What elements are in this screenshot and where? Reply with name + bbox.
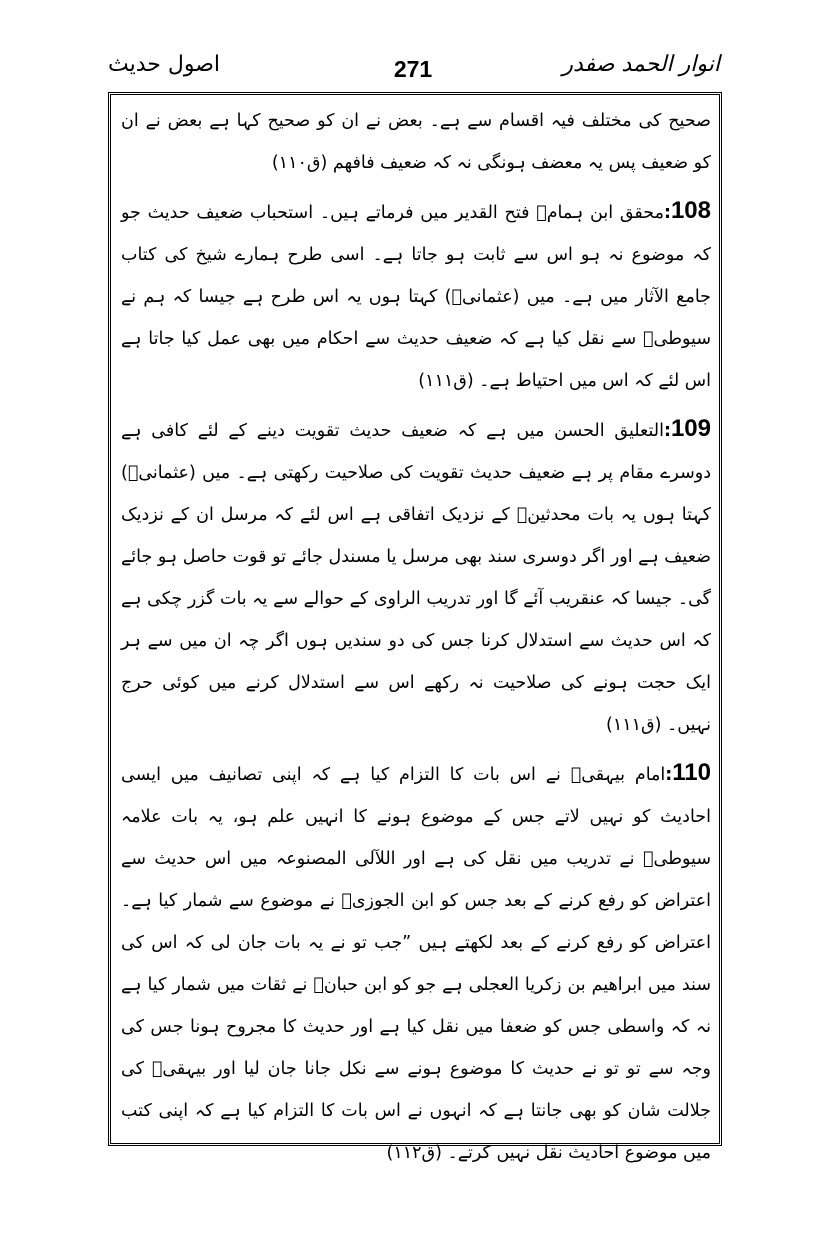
paragraph-continued <box>121 100 711 184</box>
paragraph-text: محقق ابن ہمامؒ فتح القدیر میں فرماتے ہیں۔ استحباب ضعیف حدیث جو کہ موضوع نہ ہو اس سے ثابت ہو جاتا ہے۔ اسی طرح ہمارے شیخ کی کتاب جامع الآثار میں ہے۔ میں (عثمانیؒ) کہتا ہوں یہ اس طرح ہے جیسا کہ ہم نے سیوطیؒ سے نقل کیا ہے کہ ضعیف حدیث سے احکام میں بھی عمل کیا جاتا ہے اس لئے کہ اس میں احتیاط ہے۔ (ق۱۱۱) <box>121 203 711 391</box>
paragraph-text: صحیح کی مختلف فیہ اقسام سے ہے۔ بعض نے ان کو صحیح کہا ہے بعض نے ان کو ضعیف پس یہ معضف ہونگی نہ کہ ضعیف فافهم (ق۱۱۰) <box>121 111 711 173</box>
paragraph-text: التعلیق الحسن میں ہے کہ ضعیف حدیث تقویت دینے کے لئے کافی ہے دوسرے مقام پر ہے ضعیف حدیث تقویت کی صلاحیت رکھتی ہے۔ میں (عثمانیؒ) کہتا ہوں یہ بات محدثینؒ کے نزدیک اتفاقی ہے اس لئے کہ مرسل ان کے نزدیک ضعیف ہے اور اگر دوسری سند بھی مرسل یا مسندل جائے تو قوت حاصل ہو جائے گی۔ جیسا کہ عنقریب آئے گا اور تدریب الراوی کے حوالے سے یہ بات گزر چکی ہے کہ اس حدیث سے استدلال کرنا جس کی دو سندیں ہوں اگر چہ ان میں سے ہر ایک حجت ہونے کی صلاحیت نہ رکھے اس سے استدلال کرنے میں کوئی حرج نہیں۔ (ق۱۱۱) <box>121 421 711 735</box>
page-header <box>108 52 720 92</box>
page-body <box>121 100 711 1174</box>
paragraph-110: 110:امام بیہقیؒ نے اس بات کا التزام کیا ہے کہ اپنی تصانیف میں ایسی احادیث کو نہیں لاتے جس کے موضوع ہونے کا انہیں علم ہو، یہ بات علامہ سیوطیؒ نے تدریب میں نقل کی ہے اور اللآلی المصنوعہ میں اس حدیث سے اعتراض کو رفع کرنے کے بعد جس کو ابن الجوزیؒ نے موضوع سے شمار کیا ہے۔ اعتراض کو رفع کرنے کے بعد لکھتے ہیں ”جب تو نے یہ بات جان لی کہ اس کی سند میں ابراهیم بن زکریا العجلی ہے جو کو ابن حبانؒ نے ثقات میں شمار کیا ہے نہ کہ واسطی جس کو ضعفا میں نقل کیا ہے اور حدیث کا مجروح ہونا جس کی وجہ سے تو تو نے حدیث کا موضوع ہونے سے نکل جانا جان لیا اور بیہقیؒ کی جلالت شان کو بھی جانتا ہے کہ انہوں نے اس بات کا التزام کیا ہے کہ اپنی کتب میں موضوع احادیث نقل نہیں کرتے۔ (ق۱۱۲) <box>121 759 711 1163</box>
page-number: 271 <box>393 56 433 82</box>
paragraph-108: 108:محقق ابن ہمامؒ فتح القدیر میں فرماتے ہیں۔ استحباب ضعیف حدیث جو کہ موضوع نہ ہو اس سے ثابت ہو جاتا ہے۔ اسی طرح ہمارے شیخ کی کتاب جامع الآثار میں ہے۔ میں (عثمانیؒ) کہتا ہوں یہ اس طرح ہے جیسا کہ ہم نے سیوطیؒ سے نقل کیا ہے کہ ضعیف حدیث سے احکام میں بھی عمل کیا جاتا ہے اس لئے کہ اس میں احتیاط ہے۔ (ق۱۱۱) <box>121 197 711 391</box>
book-title: انوار الحمد صفدر <box>562 52 720 77</box>
paragraph-number: 110 <box>672 759 711 786</box>
paragraph-number: 108 <box>670 197 711 224</box>
paragraph-number: 109 <box>670 415 711 442</box>
chapter-title: اصول حدیث <box>108 52 221 77</box>
paragraph-109: 109:التعلیق الحسن میں ہے کہ ضعیف حدیث تقویت دینے کے لئے کافی ہے دوسرے مقام پر ہے ضعیف حدیث تقویت کی صلاحیت رکھتی ہے۔ میں (عثمانیؒ) کہتا ہوں یہ بات محدثینؒ کے نزدیک اتفاقی ہے اس لئے کہ مرسل ان کے نزدیک ضعیف ہے اور اگر دوسری سند بھی مرسل یا مسندل جائے تو قوت حاصل ہو جائے گی۔ جیسا کہ عنقریب آئے گا اور تدریب الراوی کے حوالے سے یہ بات گزر چکی ہے کہ اس حدیث سے استدلال کرنا جس کی دو سندیں ہوں اگر چہ ان میں سے ہر ایک حجت ہونے کی صلاحیت نہ رکھے اس سے استدلال کرنے میں کوئی حرج نہیں۔ (ق۱۱۱) <box>121 415 711 735</box>
paragraph-text: امام بیہقیؒ نے اس بات کا التزام کیا ہے کہ اپنی تصانیف میں ایسی احادیث کو نہیں لاتے جس کے موضوع ہونے کا انہیں علم ہو، یہ بات علامہ سیوطیؒ نے تدریب میں نقل کی ہے اور اللآلی المصنوعہ میں اس حدیث سے اعتراض کو رفع کرنے کے بعد جس کو ابن الجوزیؒ نے موضوع سے شمار کیا ہے۔ اعتراض کو رفع کرنے کے بعد لکھتے ہیں ”جب تو نے یہ بات جان لی کہ اس کی سند میں ابراهیم بن زکریا العجلی ہے جو کو ابن حبانؒ نے ثقات میں شمار کیا ہے نہ کہ واسطی جس کو ضعفا میں نقل کیا ہے اور حدیث کا مجروح ہونا جس کی وجہ سے تو تو نے حدیث کا موضوع ہونے سے نکل جانا جان لیا اور بیہقیؒ کی جلالت شان کو بھی جانتا ہے کہ انہوں نے اس بات کا التزام کیا ہے کہ اپنی کتب میں موضوع احادیث نقل نہیں کرتے۔ (ق۱۱۲) <box>121 765 711 1163</box>
